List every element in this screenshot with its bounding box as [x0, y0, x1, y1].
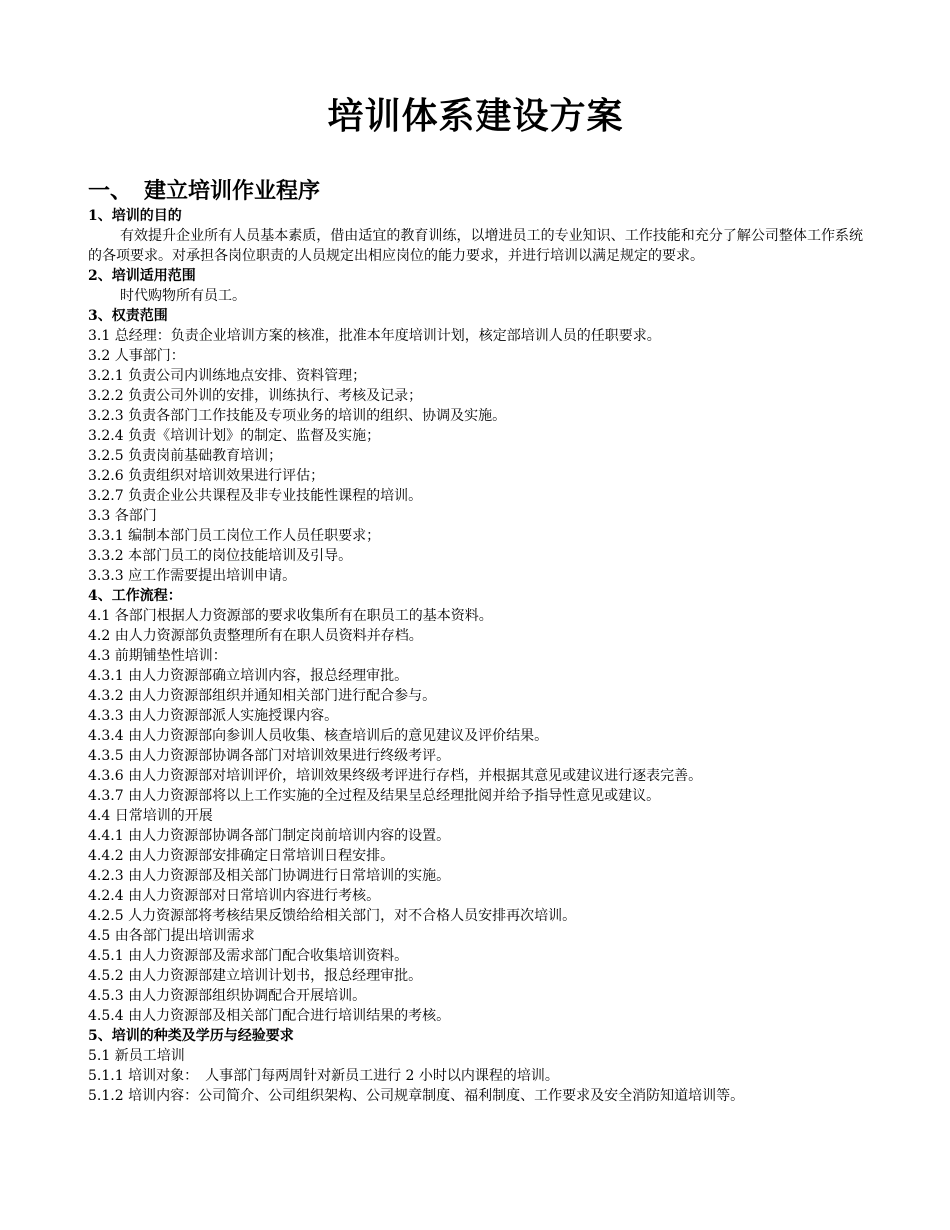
list-item: 4.3.3 由人力资源部派人实施授课内容。 [88, 708, 339, 724]
list-item: 3.2.1 负责公司内训练地点安排、资料管理； [88, 368, 367, 384]
list-item: 4.3.1 由人力资源部确立培训内容，报总经理审批。 [88, 668, 409, 684]
list-item: 4.3 前期铺垫性培训： [88, 648, 227, 664]
list-item: 4.2.4 由人力资源部对日常培训内容进行考核。 [88, 888, 381, 904]
list-item: 3.2 人事部门： [88, 348, 185, 364]
training-types-list [88, 1046, 863, 1106]
list-item: 3.1 总经理：负责企业培训方案的核准，批准本年度培训计划，核定部培训人员的任职要求。 [88, 328, 661, 344]
section-title: 建立培训作业程序 [144, 178, 321, 204]
document-page [88, 88, 863, 1106]
list-item: 3.2.4 负责《培训计划》的制定、监督及实施； [88, 428, 381, 444]
list-item: 5.1 新员工培训 [88, 1048, 185, 1064]
subheading-workflow: 4、工作流程： [88, 588, 182, 604]
list-item: 4.5.1 由人力资源部及需求部门配合收集培训资料。 [88, 948, 409, 964]
document-title: 培训体系建设方案 [327, 95, 624, 137]
list-item: 4.1 各部门根据人力资源部的要求收集所有在职员工的基本资料。 [88, 608, 493, 624]
subheading-training-types: 5、培训的种类及学历与经验要求 [88, 1028, 294, 1044]
subheading-scope: 2、培训适用范围 [88, 268, 196, 284]
list-item: 3.2.3 负责各部门工作技能及专项业务的培训的组织、协调及实施。 [88, 408, 507, 424]
list-item: 3.3.1 编制本部门员工岗位工作人员任职要求； [88, 528, 381, 544]
list-item: 3.3 各部门 [88, 508, 157, 524]
list-item: 5.1.2 培训内容：公司简介、公司组织架构、公司规章制度、福利制度、工作要求及安全消防知道培训等。 [88, 1088, 745, 1104]
list-item: 4.3.7 由人力资源部将以上工作实施的全过程及结果呈总经理批阅并给予指导性意见或建议。 [88, 788, 661, 804]
list-item: 4.3.6 由人力资源部对培训评价，培训效果终级考评进行存档，并根据其意见或建议进行逐表完善。 [88, 768, 703, 784]
list-item: 4.5.3 由人力资源部组织协调配合开展培训。 [88, 988, 367, 1004]
subheading-responsibilities: 3、权责范围 [88, 308, 168, 324]
list-item: 3.2.6 负责组织对培训效果进行评估； [88, 468, 325, 484]
responsibilities-list [88, 326, 863, 586]
list-item: 4.2.3 由人力资源部及相关部门协调进行日常培训的实施。 [88, 868, 451, 884]
list-item: 4.5 由各部门提出培训需求 [88, 928, 255, 944]
list-item: 4.4.2 由人力资源部安排确定日常培训日程安排。 [88, 848, 395, 864]
list-item: 5.1.1 培训对象： 人事部门每两周针对新员工进行 2 小时以内课程的培训。 [88, 1068, 559, 1084]
subheading-purpose: 1、培训的目的 [88, 208, 182, 224]
list-item: 3.2.5 负责岗前基础教育培训； [88, 448, 283, 464]
list-item: 4.4.1 由人力资源部协调各部门制定岗前培训内容的设置。 [88, 828, 451, 844]
list-item: 4.3.4 由人力资源部向参训人员收集、核查培训后的意见建议及评价结果。 [88, 728, 549, 744]
list-item: 4.2.5 人力资源部将考核结果反馈给给相关部门，对不合格人员安排再次培训。 [88, 908, 577, 924]
list-item: 4.2 由人力资源部负责整理所有在职人员资料并存档。 [88, 628, 423, 644]
list-item: 3.2.2 负责公司外训的安排，训练执行、考核及记录； [88, 388, 423, 404]
section-heading-1 [88, 176, 863, 206]
paragraph-scope: 时代购物所有员工。 [120, 288, 246, 304]
list-item: 4.5.2 由人力资源部建立培训计划书，报总经理审批。 [88, 968, 423, 984]
list-item: 4.5.4 由人力资源部及相关部门配合进行培训结果的考核。 [88, 1008, 451, 1024]
section-number: 一、 [88, 178, 133, 204]
list-item: 3.3.3 应工作需要提出培训申请。 [88, 568, 297, 584]
list-item: 4.3.5 由人力资源部协调各部门对培训效果进行终级考评。 [88, 748, 451, 764]
list-item: 4.3.2 由人力资源部组织并通知相关部门进行配合参与。 [88, 688, 437, 704]
list-item: 3.3.2 本部门员工的岗位技能培训及引导。 [88, 548, 353, 564]
list-item: 3.2.7 负责企业公共课程及非专业技能性课程的培训。 [88, 488, 423, 504]
paragraph-purpose: 有效提升企业所有人员基本素质，借由适宜的教育训练，以增进员工的专业知识、工作技能和充分了解公司整体工作系统的各项要求。对承担各岗位职责的人员规定出相应岗位的能力要求，并进行培训以满足规定的要求。 [88, 228, 863, 264]
list-item: 4.4 日常培训的开展 [88, 808, 213, 824]
workflow-list [88, 606, 863, 1026]
